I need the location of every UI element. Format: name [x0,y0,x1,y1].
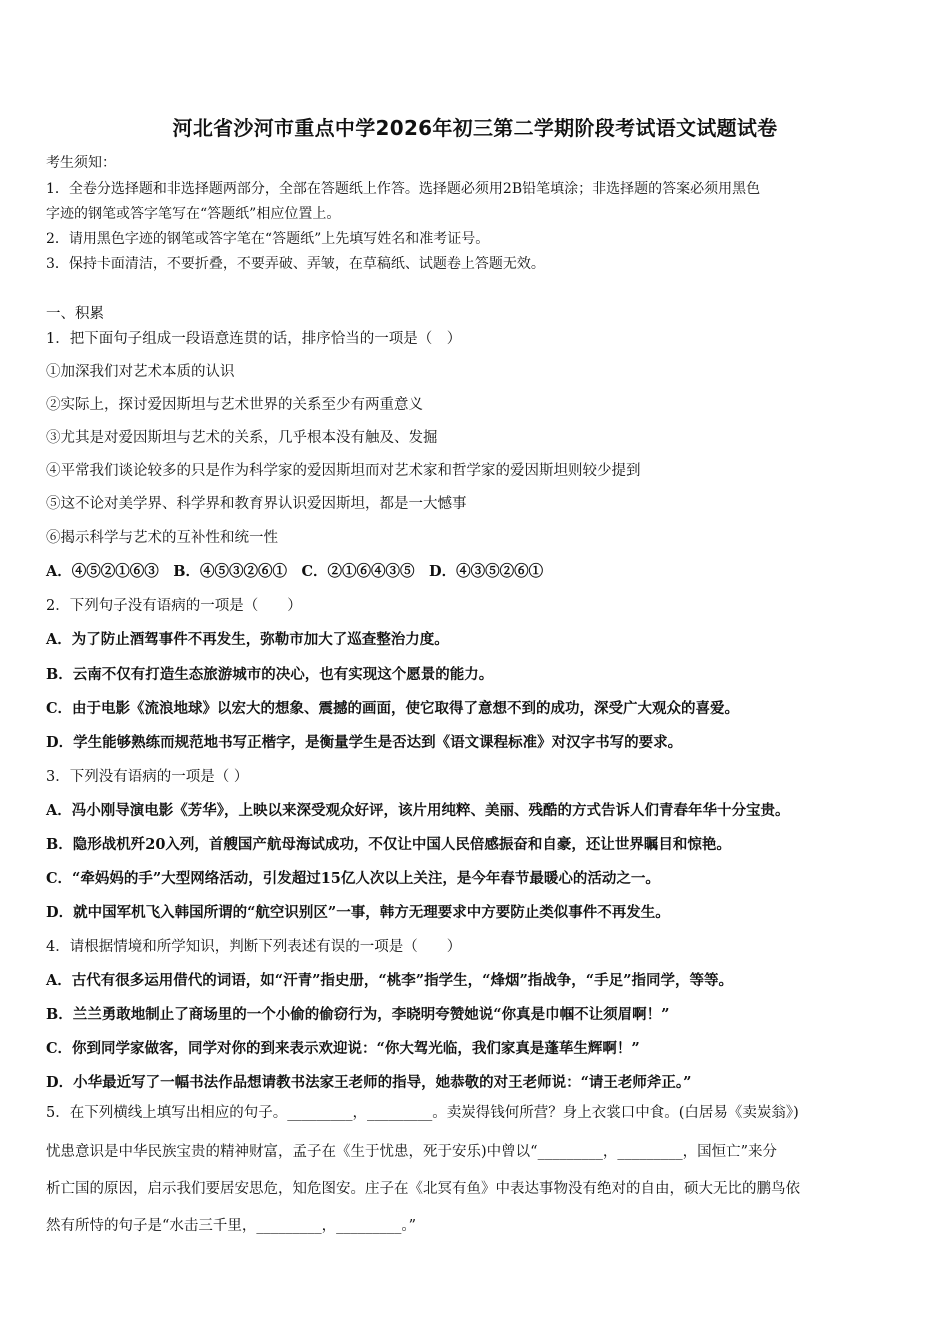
question-5-line: 忧患意识是中华民族宝贵的精神财富，孟子在《生于忧患，死于安乐)中曾以“_________，_________，国恒亡”来分 [46,1144,777,1160]
sentence-item: ①加深我们对艺术本质的认识 [46,364,235,380]
notice-line: 字迹的钢笔或答字笔写在“答题纸”相应位置上。 [46,206,341,222]
question-1-options: A．④⑤②①⑥③ B．④⑤③②⑥① C．②①⑥④③⑤ D．④③⑤②⑥① [46,563,544,580]
answer-option: A．为了防止酒驾事件不再发生，弥勒市加大了巡查整治力度。 [46,631,449,648]
notice-line: 1．全卷分选择题和非选择题两部分，全部在答题纸上作答。选择题必须用2B铅笔填涂；非选择题的答案必须用黑色 [46,181,761,197]
sentence-item: ④平常我们谈论较多的只是作为科学家的爱因斯坦而对艺术家和哲学家的爱因斯坦则较少提到 [46,463,641,479]
notice-line: 2．请用黑色字迹的钢笔或答字笔在“答题纸”上先填写姓名和准考证号。 [46,231,490,247]
answer-option: A．冯小刚导演电影《芳华》，上映以来深受观众好评，该片用纯粹、美丽、残酷的方式告诉人们青春年华十分宝贵。 [46,802,790,819]
question-3-stem: 3．下列没有语病的一项是（ ） [46,769,249,785]
question-5-line: 析亡国的原因，启示我们要居安思危，知危图安。庄子在《北冥有鱼》中表达事物没有绝对的自由，硕大无比的鹏鸟依 [46,1181,800,1197]
answer-option: D．学生能够熟练而规范地书写正楷字，是衡量学生是否达到《语文课程标准》对汉字书写的要求。 [46,734,683,751]
answer-option: B．云南不仅有打造生态旅游城市的决心，也有实现这个愿景的能力。 [46,666,494,683]
answer-option: C．你到同学家做客，同学对你的到来表示欢迎说：“你大驾光临，我们家真是蓬荜生辉啊！” [46,1040,640,1057]
answer-option: D．就中国军机飞入韩国所谓的“航空识别区”一事，韩方无理要求中方要防止类似事件不再发生。 [46,904,670,921]
question-2-stem: 2．下列句子没有语病的一项是（ ） [46,598,302,614]
question-1-stem: 1．把下面句子组成一段语意连贯的话，排序恰当的一项是（ ） [46,331,462,347]
sentence-item: ⑤这不论对美学界、科学界和教育界认识爱因斯坦，都是一大憾事 [46,496,467,512]
question-4-stem: 4．请根据情境和所学知识，判断下列表述有误的一项是（ ） [46,939,462,955]
section-heading: 一、积累 [46,306,104,322]
answer-option: C．由于电影《流浪地球》以宏大的想象、震撼的画面，使它取得了意想不到的成功，深受广大观众的喜爱。 [46,700,740,717]
answer-option: A．古代有很多运用借代的词语，如“汗青”指史册，“桃李”指学生，“烽烟”指战争，“手足”指同学，等等。 [46,972,733,989]
sentence-item: ⑥揭示科学与艺术的互补性和统一性 [46,530,278,546]
sentence-item: ③尤其是对爱因斯坦与艺术的关系，几乎根本没有触及、发掘 [46,430,438,446]
question-5-line: 然有所恃的句子是“水击三千里，_________，_________。” [46,1218,417,1234]
answer-option: D．小华最近写了一幅书法作品想请教书法家王老师的指导，她恭敬的对王老师说：“请王老师斧正。” [46,1074,692,1091]
notice-line: 3．保持卡面清洁，不要折叠，不要弄破、弄皱，在草稿纸、试题卷上答题无效。 [46,256,545,272]
question-5-line: 5．在下列横线上填写出相应的句子。_________，_________。卖炭得钱何所营？身上衣裳口中食。(白居易《卖炭翁》) [46,1105,799,1121]
answer-option: B．隐形战机歼20入列，首艘国产航母海试成功，不仅让中国人民倍感振奋和自豪，还让世界瞩目和惊艳。 [46,836,731,853]
answer-option: B．兰兰勇敢地制止了商场里的一个小偷的偷窃行为，李晓明夸赞她说“你真是巾帼不让须眉啊！” [46,1006,670,1023]
answer-option: C．“牵妈妈的手”大型网络活动，引发超过15亿人次以上关注，是今年春节最暖心的活动之一。 [46,870,660,887]
notice-heading: 考生须知： [46,155,116,171]
page-title: 河北省沙河市重点中学2026年初三第二学期阶段考试语文试题试卷 [172,116,778,140]
sentence-item: ②实际上，探讨爱因斯坦与艺术世界的关系至少有两重意义 [46,397,423,413]
